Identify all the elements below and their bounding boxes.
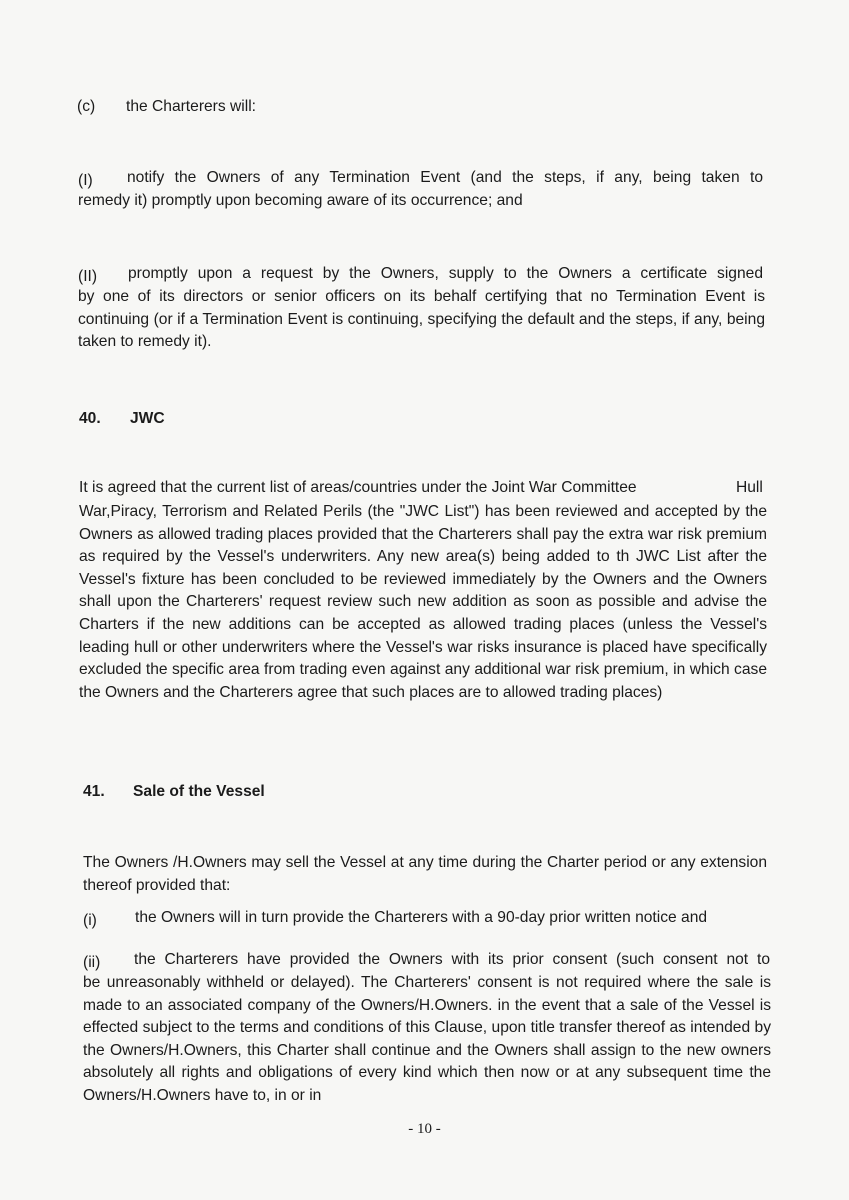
item-II-first-line: promptly upon a request by the Owners, supply to the Owners a certificate signed [128, 265, 763, 282]
section-40-title: JWC [130, 410, 165, 427]
item-i-label: (i) [83, 912, 97, 929]
item-ii-first-line: the Charterers have provided the Owners with its prior consent (such consent not to [134, 951, 770, 968]
section-41-intro: The Owners /H.Owners may sell the Vessel at any time during the Charter period or any extension thereof provided that: [83, 854, 767, 894]
item-I-label: (I) [78, 172, 93, 189]
page-number: - 10 - [408, 1121, 441, 1137]
item-I-continuation: remedy it) promptly upon becoming aware of its occurrence; and [78, 192, 523, 209]
section-40-paragraph-first-line: It is agreed that the current list of areas/countries under the Joint War Committee [79, 479, 637, 496]
clause-c-label: (c) [77, 98, 96, 115]
item-I-first-line: notify the Owners of any Termination Event (and the steps, if any, being taken to [127, 169, 763, 186]
item-ii-label: (ii) [83, 954, 101, 971]
section-40-paragraph-first-line-end: Hull [736, 479, 763, 496]
item-II-label: (II) [78, 268, 98, 285]
item-i-text: the Owners will in turn provide the Charterers with a 90-day prior written notice and [135, 909, 708, 926]
section-41-number: 41. [83, 783, 105, 800]
clause-c-text: the Charterers will: [126, 98, 256, 115]
item-II-continuation: by one of its directors or senior officers on its behalf certifying that no Termination Event is continuing (or if a Termination Event is continuing, specifying the default and the steps, if any, being taken to remedy it). [78, 288, 765, 351]
section-40-number: 40. [79, 410, 101, 427]
section-40-paragraph: War,Piracy, Terrorism and Related Perils (the "JWC List") has been reviewed and accepted by the Owners as allowed trading places provided that the Charterers shall pay the extra war risk premium as required by the Vessel's underwriters. Any new area(s) being added to th JWC List after the Vessel's fixture has been concluded to be reviewed immediately by the Owners and the Owners shall upon the Charterers' request review such new addition as soon as possible and advise the Charters if the new additions can be accepted as allowed trading places (unless the Vessel's leading hull or other underwriters where the Vessel's war risks insurance is placed have specifically excluded the specific area from trading even against any additional war risk premium, in which case the Owners and the Charterers agree that such places are to allowed trading places) [79, 503, 767, 701]
section-41-title: Sale of the Vessel [133, 783, 265, 800]
item-ii-continuation: be unreasonably withheld or delayed). The Charterers' consent is not required where the sale is made to an associated company of the Owners/H.Owners. in the event that a sale of the Vessel is effected subject to the terms and conditions of this Clause, upon title transfer thereof as intended by the Owners/H.Owners, this Charter shall continue and the Owners shall assign to the new owners absolutely all rights and obligations of every kind which then now or at any subsequent time the Owners/H.Owners have to, in or in [83, 974, 771, 1104]
